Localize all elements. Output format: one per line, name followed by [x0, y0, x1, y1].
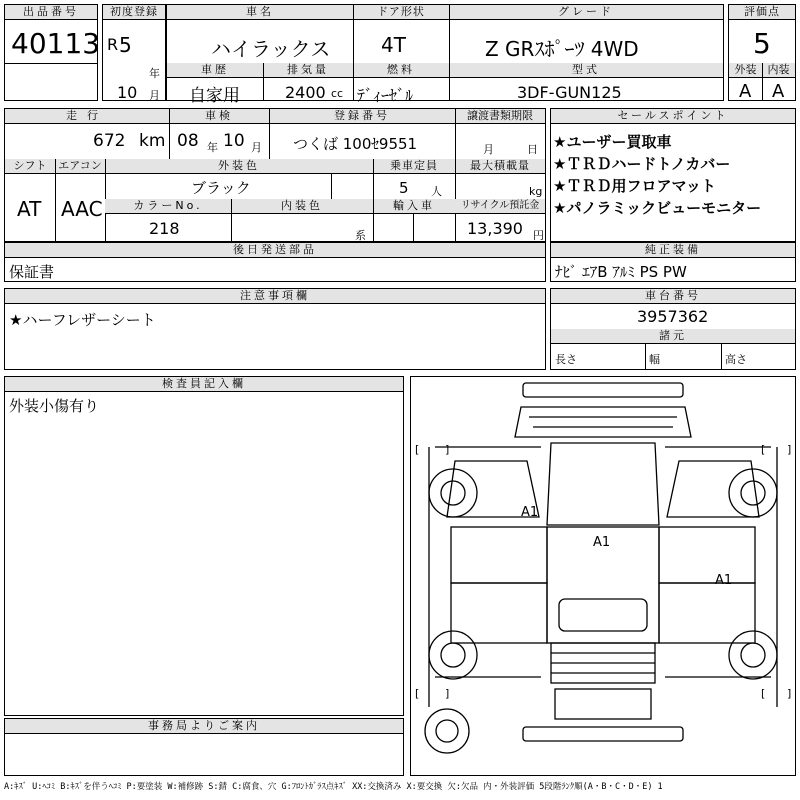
first-reg-year: 5	[119, 33, 132, 57]
first-registration-label: 初度登録	[103, 5, 165, 20]
capacity: 5	[399, 179, 409, 197]
genuine-equipment-label: 純正装備	[551, 243, 795, 258]
registration-number: つくば 100ｾ9551	[293, 135, 418, 153]
door-type: 4T	[381, 33, 406, 57]
capacity-label: 乗車定員	[373, 159, 455, 174]
inspection-year: 08	[177, 131, 199, 151]
model: 3DF-GUN125	[517, 83, 622, 102]
bracket-right-close: ]	[787, 443, 792, 456]
recycle-label: リサイクル預託金	[455, 199, 545, 214]
chassis-cell	[550, 288, 796, 370]
damage-mark-1: A1	[521, 505, 539, 520]
insp-year-unit: 年	[207, 141, 218, 154]
mileage-label: 走行	[5, 109, 169, 124]
sales-point-4: ★パノラミックビューモニター	[553, 199, 762, 217]
color-number: 218	[149, 219, 180, 238]
vehicle-name-block	[166, 4, 724, 106]
sales-point-2: ★ＴＲＤハードトノカバー	[553, 155, 731, 173]
interior-label: 内装	[762, 63, 795, 78]
transfer-label: 譲渡書類期限	[455, 109, 545, 124]
later-parts-label: 後日発送部品	[5, 243, 545, 258]
era: R	[107, 35, 119, 54]
capacity-unit: 人	[431, 185, 442, 198]
ac-label: エアコン	[55, 159, 105, 174]
first-reg-month: 10	[117, 83, 138, 102]
sales-point-3: ★ＴＲＤ用フロアマット	[553, 177, 716, 195]
genuine-equipment: ﾅﾋﾞ ｴｱB ｱﾙﾐ PS PW	[555, 263, 687, 281]
notes-label: 注意事項欄	[5, 289, 545, 304]
color-label: 外装色	[105, 159, 373, 174]
sales-points-cell	[550, 108, 796, 242]
car-name-label: 車名	[167, 5, 353, 20]
displacement: 2400	[285, 83, 326, 102]
recycle-unit: 円	[533, 229, 544, 242]
inspector-cell	[4, 376, 404, 716]
score-label: 評価点	[729, 5, 795, 20]
later-parts-cell	[4, 242, 546, 282]
shift: AT	[17, 197, 42, 221]
specs-label: 諸元	[551, 329, 795, 344]
sales-points-label: セールスポイント	[551, 109, 795, 124]
details-block	[4, 108, 546, 242]
grade-label: グレード	[449, 5, 723, 20]
car-body-diagram	[411, 377, 795, 775]
mileage: 672	[93, 131, 126, 151]
score: 5	[753, 27, 771, 60]
bracket-right-open: [	[761, 443, 766, 456]
import-label: 輸入車	[373, 199, 455, 214]
interior-color-label: 内装色	[231, 199, 373, 214]
fuel-label: 燃料	[353, 63, 449, 78]
transfer-day-unit: 日	[527, 143, 538, 156]
color-no-label: カラーNo.	[105, 199, 231, 214]
bracket-left-open-2: [	[415, 687, 420, 700]
interior-grade: A	[772, 81, 785, 102]
history-label: 車歴	[167, 63, 263, 78]
inspector-notes: 外装小傷有り	[9, 397, 100, 415]
notes: ★ハーフレザーシート	[9, 311, 156, 329]
damage-mark-2: A1	[593, 535, 611, 550]
bracket-right-close-2: ]	[787, 687, 792, 700]
lot-number: 40113	[11, 27, 101, 60]
door-label: ドア形状	[353, 5, 449, 20]
inspection-month: 10	[223, 131, 245, 151]
month-unit: 月	[149, 89, 160, 102]
model-label: 型式	[449, 63, 723, 78]
notes-cell	[4, 288, 546, 370]
bracket-right-open-2: [	[761, 687, 766, 700]
score-cell	[728, 4, 796, 101]
history: 自家用	[189, 86, 240, 106]
recycle-fee: 13,390	[467, 219, 523, 238]
grade: Z GRｽﾎﾟｰﾂ 4WD	[485, 37, 639, 61]
lot-number-cell	[4, 4, 101, 101]
legend: A:ｷｽﾞ U:ﾍｺﾐ B:ｷｽﾞを伴うﾍｺﾐ P:要塗装 W:補修跡 S:錆 C:腐食、穴 G:ﾌﾛﾝﾄｶﾞﾗｽ点ｷｽﾞ XX:交換済み X:要交換 欠:欠品 内・外装評価 5段階ﾗﾝｸ順(A・B・C・D・E) 1	[4, 782, 663, 792]
transfer-month-unit: 月	[483, 143, 494, 156]
length-label: 長さ	[555, 353, 577, 366]
displacement-label: 排気量	[263, 63, 353, 78]
lot-number-label: 出品番号	[5, 5, 97, 20]
displacement-unit: cc	[331, 87, 344, 100]
bracket-left-close: ]	[445, 443, 450, 456]
bracket-left-close-2: ]	[445, 687, 450, 700]
width-label: 幅	[649, 353, 660, 366]
sales-point-1: ★ユーザー買取車	[553, 133, 672, 151]
car-name: ハイラックス	[211, 37, 331, 61]
exterior-label: 外装	[729, 63, 762, 78]
fuel: ﾃﾞｨｰｾﾞﾙ	[357, 86, 414, 105]
reg-no-label: 登録番号	[269, 109, 455, 124]
genuine-equipment-cell	[550, 242, 796, 282]
mileage-unit: km	[139, 131, 166, 151]
max-load-label: 最大積載量	[455, 159, 545, 174]
bracket-left-open: [	[415, 443, 420, 456]
inspection-label: 車検	[169, 109, 269, 124]
air-conditioner: AAC	[61, 197, 103, 221]
height-label: 高さ	[725, 353, 747, 366]
later-parts: 保証書	[9, 263, 55, 281]
shift-label: シフト	[5, 159, 55, 174]
office-cell	[4, 718, 404, 776]
load-unit: kg	[529, 185, 543, 198]
insp-month-unit: 月	[251, 141, 262, 154]
chassis-number: 3957362	[637, 307, 709, 326]
office-label: 事務局よりご案内	[5, 719, 403, 734]
exterior-color: ブラック	[191, 179, 251, 197]
first-registration-cell	[102, 4, 166, 101]
chassis-label: 車台番号	[551, 289, 795, 304]
inspector-label: 検査員記入欄	[5, 377, 403, 392]
damage-diagram	[410, 376, 796, 776]
interior-color-unit: 系	[355, 229, 366, 242]
exterior-grade: A	[739, 81, 752, 102]
damage-mark-3: A1	[715, 573, 733, 588]
year-unit: 年	[149, 67, 160, 80]
